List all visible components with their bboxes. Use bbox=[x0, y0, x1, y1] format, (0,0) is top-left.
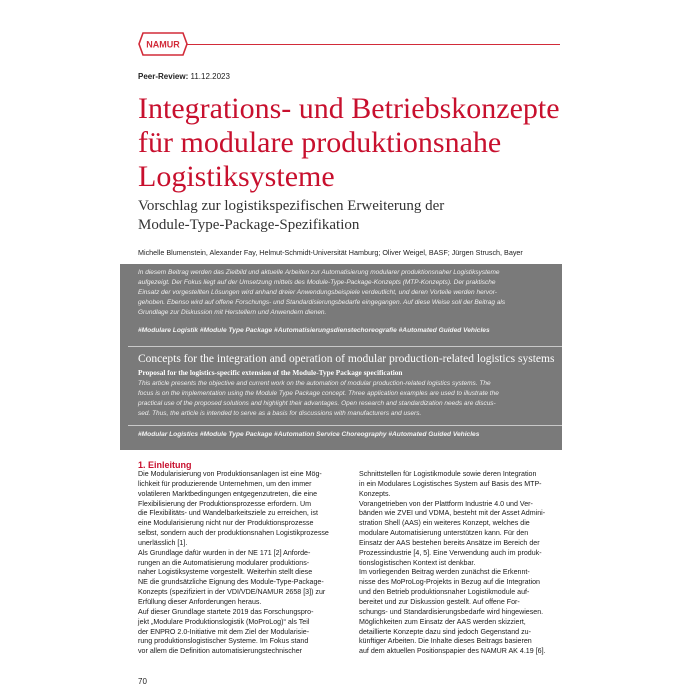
subtitle-line: Vorschlag zur logistikspezifischen Erweiterung der bbox=[138, 198, 445, 214]
abstract-line: aufgezeigt. Der Fokus liegt auf der Umsetzung mittels des Module-Type-Package-Konzepts (MTP-Konzepts). Der praktische bbox=[138, 279, 496, 286]
body-line: Vorangetrieben von der Plattform Industrie 4.0 und Ver- bbox=[359, 499, 533, 508]
page-number: 70 bbox=[138, 677, 147, 686]
body-line: jekt „Modulare Produktionslogistik (MoProLog)“ als Teil bbox=[138, 617, 310, 626]
keywords-german: #Modulare Logistik #Module Type Package #Automatisierungsdienstechoreografie #Automated Guided Vehicles bbox=[138, 327, 490, 334]
body-line: modulare Automatisierung unterstützen kann. Für den bbox=[359, 529, 529, 538]
title-line: Logistiksysteme bbox=[138, 160, 335, 193]
article-subtitle bbox=[138, 197, 578, 235]
body-column-left bbox=[138, 470, 338, 657]
header-rule bbox=[186, 44, 560, 45]
abstract-line: sed. Thus, the article is intended to serve as a basis for discussions with manufacturers and users. bbox=[138, 410, 422, 417]
body-line: Erfüllung dieser Anforderungen heraus. bbox=[138, 597, 262, 606]
body-line: Flexibilisierung der Produktionsprozesse erfordern. Um bbox=[138, 499, 312, 508]
body-line: Konzepts. bbox=[359, 489, 391, 498]
peer-review-line bbox=[138, 72, 230, 81]
title-line: Integrations- und Betriebskonzepte bbox=[138, 92, 560, 125]
abstract-line: practical use of the proposed solutions and highlight their advantages. Open research and standardization needs are discus- bbox=[138, 400, 496, 407]
body-line: Möglichkeiten zum Einsatz der AAS werden skizziert, bbox=[359, 617, 526, 626]
keywords-divider bbox=[128, 425, 562, 426]
body-line: Auf dieser Grundlage startete 2019 das Forschungspro- bbox=[138, 607, 314, 616]
abstract-divider bbox=[128, 346, 562, 347]
abstract-line: gehoben. Ebenso wird auf offene Forschungs- und Standardisierungsbedarfe eingegangen. Auf diese Weise soll der Beitrag als bbox=[138, 299, 506, 306]
body-line: auf dem aktuellen Positionspapier des NAMUR AK 4.19 [6]. bbox=[359, 647, 546, 656]
authors-line: Michelle Blumenstein, Alexander Fay, Helmut-Schmidt-Universität Hamburg; Oliver Weigel, BASF; Jürgen Strusch, Bayer bbox=[138, 248, 523, 257]
body-line: die Flexibilitäts- und Wandelbarkeitsziele zu erreichen, ist bbox=[138, 509, 318, 518]
title-line: für modulare produktionsnahe bbox=[138, 126, 502, 159]
keywords-english: #Modular Logistics #Module Type Package #Automation Service Choreography #Automated Guided Vehicles bbox=[138, 431, 480, 438]
body-line: und den Betrieb produktionsnaher Logistikmodule auf- bbox=[359, 588, 530, 597]
body-line: unerlässlich [1]. bbox=[138, 538, 188, 547]
body-line: Einsatz der AAS bestehen bereits Ansätze im Bereich der bbox=[359, 538, 540, 547]
body-line: Schnittstellen für Logistikmodule sowie deren Integration bbox=[359, 470, 537, 478]
body-line: vor allem die Definition automatisierungstechnischer bbox=[138, 647, 303, 656]
peer-review-label: Peer-Review: bbox=[138, 72, 189, 81]
subtitle-line: Module-Type-Package-Spezifikation bbox=[138, 217, 360, 233]
abstract-line: focus is on the implementation using the Module Type Package concept. Three application examples are used to illustrate the bbox=[138, 390, 499, 397]
english-subtitle: Proposal for the logistics-specific extension of the Module-Type Package specification bbox=[138, 368, 403, 377]
body-line: stration Shell (AAS) ein weiteres Konzept, welches die bbox=[359, 519, 530, 528]
body-line: detaillierte Konzepte dazu sind jedoch Gegenstand zu- bbox=[359, 627, 531, 636]
body-line: bänden wie ZVEI und VDMA, besteht mit der Asset Admini- bbox=[359, 509, 546, 518]
body-line: Als Grundlage dafür wurden in der NE 171 [2] Anforde- bbox=[138, 548, 311, 557]
body-line: Prozessindustrie [4, 5]. Eine Verwendung auch im produk- bbox=[359, 548, 542, 557]
english-title: Concepts for the integration and operation of modular production-related logistics systems bbox=[138, 353, 555, 365]
body-line: volatileren Marktbedingungen entgegenzutreten, die eine bbox=[138, 489, 318, 498]
body-line: selbst, sondern auch der produktionsnahen Logistikprozesse bbox=[138, 529, 329, 538]
body-line: rung produktionslogistischer Systeme. Im Fokus stand bbox=[138, 637, 309, 646]
body-column-right bbox=[359, 470, 562, 657]
abstract-line: In diesem Beitrag werden das Zielbild und aktuelle Arbeiten zur Automatisierung modularer produktionsnaher Logistiksysteme bbox=[138, 269, 500, 276]
body-line: Im vorliegenden Beitrag werden zunächst die Erkennt- bbox=[359, 568, 530, 577]
article-title bbox=[138, 92, 578, 194]
abstract-english bbox=[138, 379, 562, 419]
body-line: nisse des MoProLog-Projekts in Bezug auf die Integration bbox=[359, 578, 540, 587]
body-line: in ein Modulares Logistisches System auf Basis des MTP- bbox=[359, 479, 542, 488]
section-heading: 1. Einleitung bbox=[138, 460, 192, 470]
abstract-line: Grundlage zur Diskussion mit Herstellern und Anwendern dienen. bbox=[138, 309, 327, 316]
peer-review-date: 11.12.2023 bbox=[190, 72, 230, 81]
svg-text:NAMUR: NAMUR bbox=[146, 39, 180, 50]
body-line: eine Modularisierung nicht nur der Produktionsprozesse bbox=[138, 519, 314, 528]
body-line: bereitet und zur Diskussion gestellt. Auf offene For- bbox=[359, 597, 520, 606]
body-line: lichkeit für produzierende Unternehmen, um den immer bbox=[138, 479, 312, 488]
body-line: Konzepts (spezifiziert in der VDI/VDE/NAMUR 2658 [3]) zur bbox=[138, 588, 326, 597]
body-line: NE die grundsätzliche Eignung des Module-Type-Package- bbox=[138, 578, 324, 587]
body-line: rungen an die Automatisierung modularer produktions- bbox=[138, 558, 310, 567]
body-line: tionslogistischen Kontext ist denkbar. bbox=[359, 558, 476, 567]
abstract-german bbox=[138, 268, 562, 318]
body-line: naher Logistiksysteme vorgestellt. Weiterhin stellt diese bbox=[138, 568, 313, 577]
body-line: der ENPRO 2.0-Initiative mit dem Ziel der Modularisie- bbox=[138, 627, 310, 636]
abstract-line: This article presents the objective and current work on the automation of modular production-related logistics systems. The bbox=[138, 380, 491, 387]
body-line: schungs- und Standardisierungsbedarfe wird hingewiesen. bbox=[359, 607, 544, 616]
abstract-line: Einsatz der vorgestellten Lösungen wird anhand dreier Anwendungsbeispiele verdeutlicht, und deren Vorteile werden hervor- bbox=[138, 289, 497, 296]
body-line: künftiger Arbeiten. Die Inhalte dieses Beitrags basieren bbox=[359, 637, 532, 646]
namur-logo bbox=[138, 32, 188, 56]
body-line: Die Modularisierung von Produktionsanlagen ist eine Mög- bbox=[138, 470, 322, 478]
